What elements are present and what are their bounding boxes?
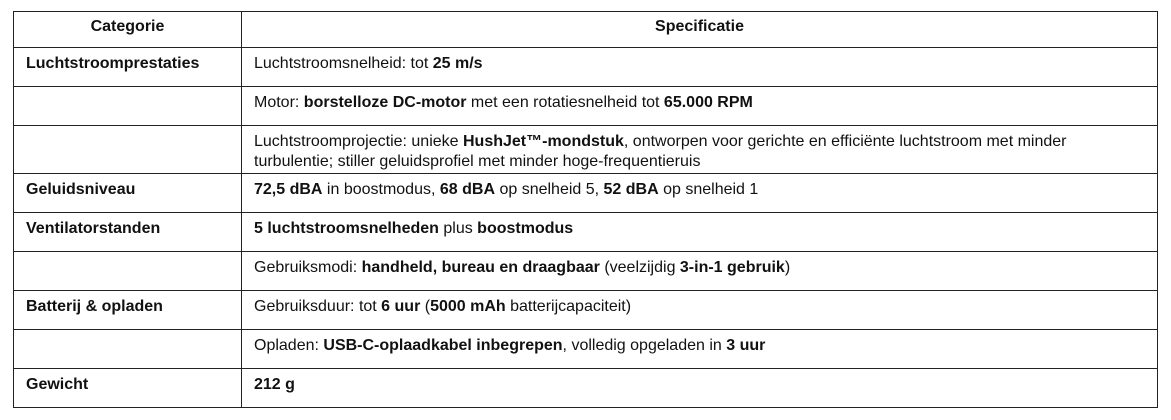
spec-highlight: handheld, bureau en draagbaar xyxy=(361,259,600,276)
category-cell: Batterij & opladen xyxy=(14,291,242,330)
spec-highlight: 72,5 dBA xyxy=(254,181,323,198)
specification-cell xyxy=(242,369,1158,408)
table-row xyxy=(14,48,1158,87)
spec-highlight: 3-in-1 gebruik xyxy=(679,259,785,276)
specification-cell xyxy=(242,87,1158,126)
table-row xyxy=(14,291,1158,330)
category-cell xyxy=(14,252,242,291)
spec-text: met een rotatiesnelheid tot xyxy=(466,94,664,111)
spec-text: Opladen: xyxy=(254,337,324,354)
spec-text: ( xyxy=(420,298,431,315)
specification-cell xyxy=(242,291,1158,330)
spec-highlight: boostmodus xyxy=(477,220,574,237)
specification-table xyxy=(13,11,1158,408)
spec-text: Luchtstroomsnelheid: tot xyxy=(254,55,433,72)
spec-highlight: 5000 mAh xyxy=(430,298,506,315)
specification-cell xyxy=(242,213,1158,252)
spec-highlight: 6 uur xyxy=(381,298,421,315)
specification-cell xyxy=(242,252,1158,291)
header-specification: Specificatie xyxy=(242,12,1158,48)
table-body xyxy=(14,48,1158,408)
spec-text: Motor: xyxy=(254,94,304,111)
table-row xyxy=(14,330,1158,369)
spec-text: op snelheid 1 xyxy=(658,181,759,198)
category-cell: Luchtstroomprestaties xyxy=(14,48,242,87)
spec-highlight: 5 luchtstroomsnelheden xyxy=(254,220,439,237)
spec-highlight: 212 g xyxy=(254,376,295,393)
category-cell: Geluidsniveau xyxy=(14,174,242,213)
spec-text: in boostmodus, xyxy=(322,181,440,198)
specification-cell xyxy=(242,330,1158,369)
header-category: Categorie xyxy=(14,12,242,48)
spec-highlight: 68 dBA xyxy=(439,181,495,198)
specification-cell xyxy=(242,126,1158,174)
spec-highlight: HushJet™-mondstuk xyxy=(463,133,624,150)
table-row xyxy=(14,174,1158,213)
specification-cell xyxy=(242,174,1158,213)
spec-text: Gebruiksduur: tot xyxy=(254,298,382,315)
spec-text: , ontworpen voor gerichte en efficiënte luchtstroom met minder turbulentie; stiller geluidsprofiel met minder hoge-frequentieruis xyxy=(254,133,1067,170)
category-cell: Ventilatorstanden xyxy=(14,213,242,252)
spec-highlight: USB-C-oplaadkabel inbegrepen xyxy=(323,337,563,354)
specification-cell xyxy=(242,48,1158,87)
table-row xyxy=(14,126,1158,174)
category-cell: Gewicht xyxy=(14,369,242,408)
spec-text: plus xyxy=(438,220,478,237)
spec-text: Luchtstroomprojectie: unieke xyxy=(254,133,463,150)
spec-text: (veelzijdig xyxy=(599,259,680,276)
table-row xyxy=(14,369,1158,408)
category-cell xyxy=(14,87,242,126)
spec-text: ) xyxy=(784,259,791,276)
category-cell xyxy=(14,330,242,369)
table-row xyxy=(14,252,1158,291)
spec-text: Gebruiksmodi: xyxy=(254,259,362,276)
spec-highlight: 52 dBA xyxy=(603,181,659,198)
table-row xyxy=(14,213,1158,252)
spec-highlight: 3 uur xyxy=(726,337,766,354)
table-header-row xyxy=(14,12,1158,48)
spec-highlight: 65.000 RPM xyxy=(663,94,753,111)
category-cell xyxy=(14,126,242,174)
spec-text: , volledig opgeladen in xyxy=(562,337,727,354)
spec-highlight: borstelloze DC-motor xyxy=(303,94,467,111)
spec-text: batterijcapaciteit) xyxy=(505,298,632,315)
table-row xyxy=(14,87,1158,126)
spec-highlight: 25 m/s xyxy=(432,55,483,72)
spec-text: op snelheid 5, xyxy=(495,181,604,198)
